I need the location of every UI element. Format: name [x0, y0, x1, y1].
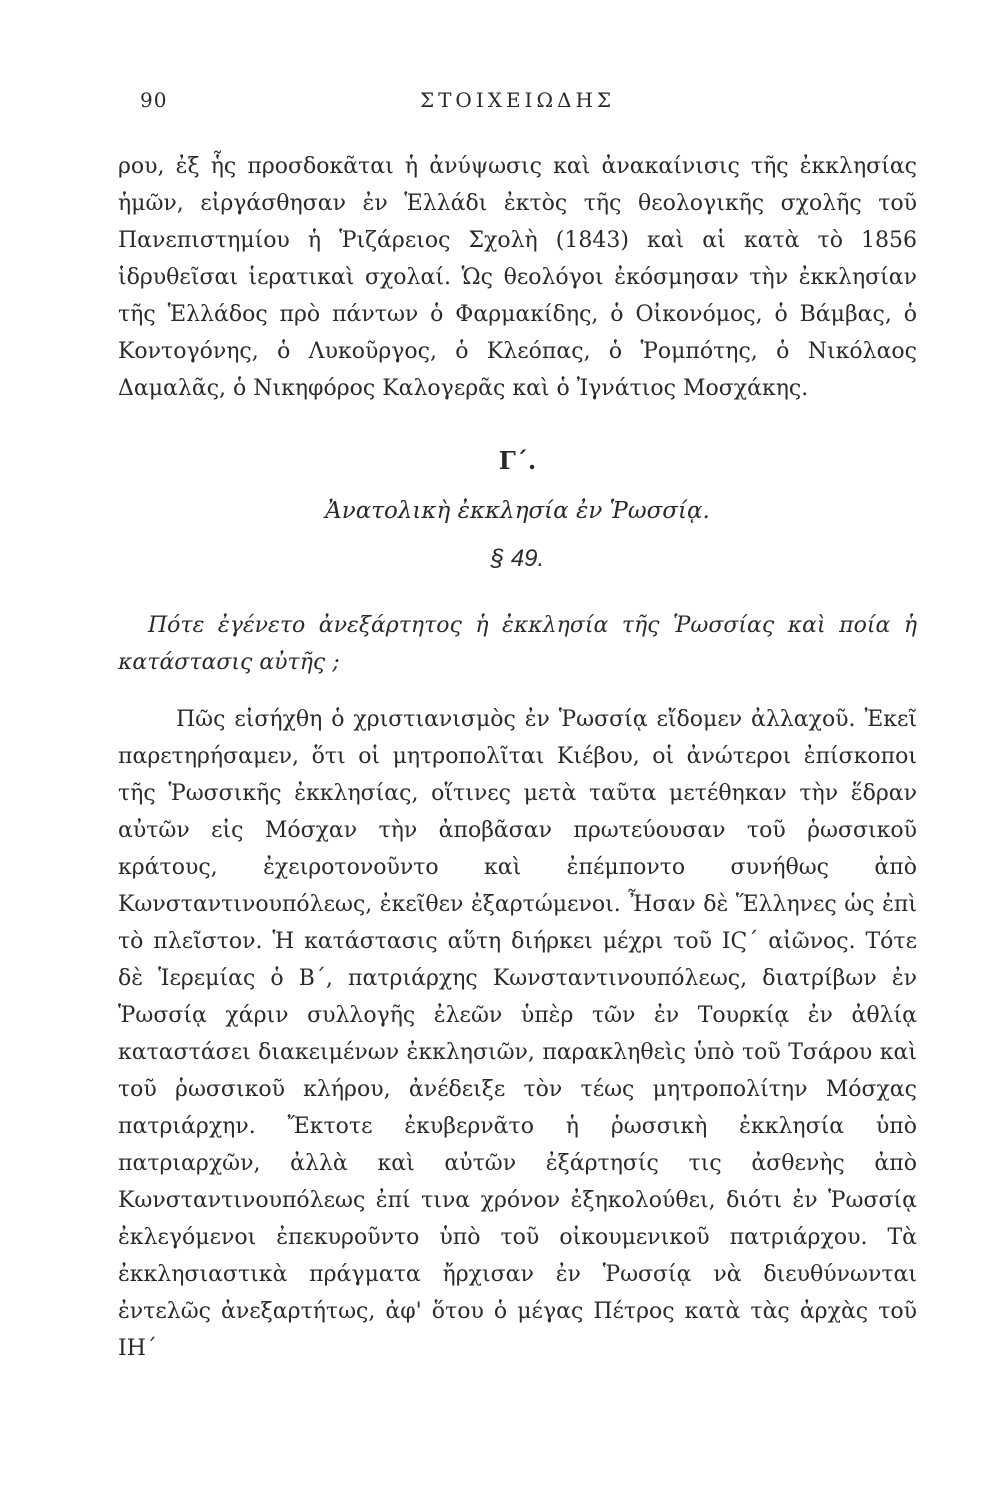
answer-paragraph: Πῶς εἰσήχθη ὁ χριστιανισμὸς ἐν Ῥωσσίᾳ εἴδομεν ἀλλαχοῦ. Ἐκεῖ παρετηρήσαμεν, ὅτι οἱ μητροπολῖται Κιέβου, οἱ ἀνώτεροι ἐπίσκοποι τῆς Ῥωσσικῆς ἐκκλησίας, οἵτινες μετὰ ταῦτα μετέθηκαν τὴν ἕδραν αὐτῶν εἰς Μόσχαν τὴν ἀποβᾶσαν πρωτεύουσαν τοῦ ῥωσσικοῦ κράτους, ἐχειροτονοῦντο καὶ ἐπέμποντο συνήθως ἀπὸ Κωνσταντινουπόλεως, ἐκεῖθεν ἐξαρτώμενοι. Ἦσαν δὲ Ἕλληνες ὡς ἐπὶ τὸ πλεῖστον. Ἡ κατάστασις αὕτη διήρκει μέχρι τοῦ ΙϚ΄ αἰῶνος. Τότε δὲ Ἱερεμίας ὁ Β΄, πατριάρχης Κωνσταντινουπόλεως, διατρίβων ἐν Ῥωσσίᾳ χάριν συλλογῆς ἐλεῶν ὑπὲρ τῶν ἐν Τουρκίᾳ ἐν ἀθλίᾳ καταστάσει διακειμένων ἐκκλησιῶν, παρακληθεὶς ὑπὸ τοῦ Τσάρου καὶ τοῦ ῥωσσικοῦ κλήρου, ἀνέδειξε τὸν τέως μητροπολίτην Μόσχας πατριάρχην. Ἔκτοτε ἐκυβερνᾶτο ἡ ῥωσσικὴ ἐκκλησία ὑπὸ πατριαρχῶν, ἀλλὰ καὶ αὐτῶν ἐξάρτησίς τις ἀσθενὴς ἀπὸ Κωνσταντινουπόλεως ἐπί τινα χρόνον ἐξηκολούθει, διότι ἐν Ῥωσσίᾳ ἐκλεγόμενοι ἐπεκυροῦντο ὑπὸ τοῦ οἰκουμενικοῦ πατριάρχου. Τὰ ἐκκλησιαστικὰ πράγματα ἤρχισαν ἐν Ῥωσσίᾳ νὰ διευθύνωνται ἐντελῶς ἀνεξαρτήτως, ἀφ' ὅτου ὁ μέγας Πέτρος κατὰ τὰς ἀρχὰς τοῦ ΙΗ΄ [118, 707, 917, 1361]
continuation-paragraph: ρου, ἐξ ἧς προσδοκᾶται ἡ ἀνύψωσις καὶ ἀνακαίνισις τῆς ἐκκλησίας ἡμῶν, εἰργάσθησαν ἐν Ἑλλάδι ἐκτὸς τῆς θεολογικῆς σχολῆς τοῦ Πανεπιστημίου ἡ Ῥιζάρειος Σχολὴ (1843) καὶ αἱ κατὰ τὸ 1856 ἱδρυθεῖσαι ἱερατικαὶ σχολαί. Ὡς θεολόγοι ἐκόσμησαν τὴν ἐκκλησίαν τῆς Ἑλλάδος πρὸ πάντων ὁ Φαρμακίδης, ὁ Οἰκονόμος, ὁ Βάμβας, ὁ Κοντογόνης, ὁ Λυκοῦργος, ὁ Κλεόπας, ὁ Ῥομπότης, ὁ Νικόλαος Δαμαλᾶς, ὁ Νικηφόρος Καλογερᾶς καὶ ὁ Ἰγνάτιος Μοσχάκης. [118, 154, 917, 401]
page-body [118, 148, 917, 1367]
section-letter: Γ΄. [498, 446, 537, 475]
section-title: Ἀνατολικὴ ἐκκλησία ἐν Ῥωσσίᾳ. [325, 498, 710, 524]
paragraph-mark: § 49. [490, 545, 545, 572]
question-paragraph: Πότε ἐγένετο ἀνεξάρτητος ἡ ἐκκλησία τῆς Ῥωσσίας καὶ ποία ἡ κατάστασις αὐτῆς ; [118, 613, 917, 675]
page-number: 90 [140, 88, 168, 112]
page-header [118, 88, 917, 118]
running-head: ΣΤΟΙΧΕΙΩΔΗΣ [419, 88, 616, 112]
